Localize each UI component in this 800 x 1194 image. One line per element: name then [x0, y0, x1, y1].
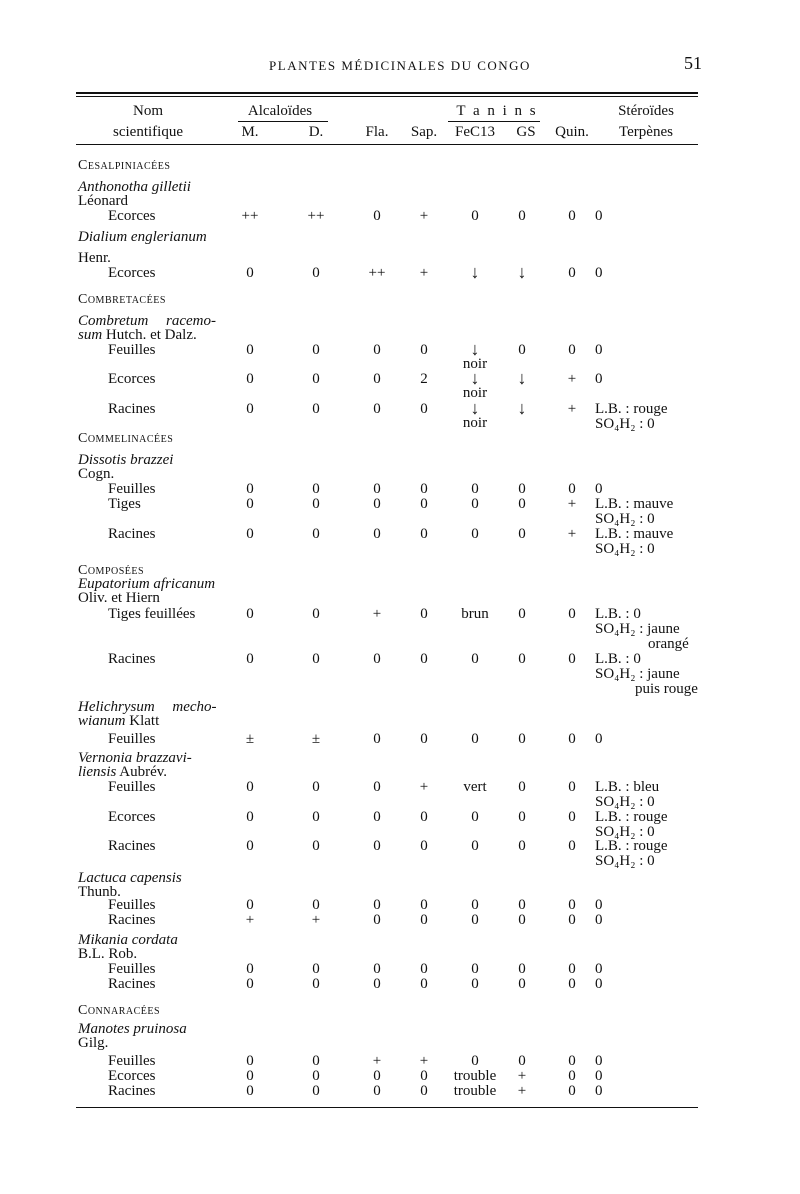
cell-fec: ↓	[470, 398, 480, 418]
cell-quin: 0	[568, 1053, 576, 1069]
cell-d: 0	[312, 1068, 320, 1084]
cell-sap: 0	[420, 496, 428, 512]
cell-fla: 0	[373, 371, 381, 387]
cell-quin: 0	[568, 481, 576, 497]
species-author: Gilg.	[78, 1035, 109, 1051]
cell-d: ++	[307, 208, 325, 224]
family-commelinacees: Commelinacées	[78, 431, 174, 446]
organ-label: Ecorces	[108, 371, 156, 387]
table-bottom-rule	[76, 1107, 698, 1108]
species-name: Dialium englerianum	[78, 229, 207, 245]
species-name: Eupatorium africanum	[78, 576, 216, 592]
cell-sap: 2	[420, 371, 428, 387]
cell-m: 0	[246, 1053, 254, 1069]
cell-fla: 0	[373, 779, 381, 795]
cell-fec: trouble	[453, 1068, 497, 1084]
cell-quin: 0	[568, 1068, 576, 1084]
cell-steroides-line2: SO₄H₂ : 0	[595, 824, 655, 840]
cell-d: 0	[312, 401, 320, 417]
cell-d: 0	[312, 651, 320, 667]
cell-gs: ↓	[517, 262, 527, 282]
cell-d: ±	[311, 731, 321, 747]
cell-gs: 0	[518, 809, 526, 825]
cell-fec-note: noir	[462, 415, 488, 431]
cell-fla: 0	[373, 496, 381, 512]
family-composees: Composées	[78, 563, 145, 578]
cell-steroides: 0	[595, 208, 603, 224]
cell-fec: 0	[471, 809, 479, 825]
cell-steroides: 0	[595, 1053, 603, 1069]
cell-gs: 0	[518, 208, 526, 224]
cell-fec: 0	[471, 731, 479, 747]
cell-steroides-line3: puis rouge	[635, 681, 698, 697]
cell-m: 0	[246, 1083, 254, 1099]
cell-steroides: L.B. : mauve	[595, 496, 674, 512]
cell-steroides: 0	[595, 976, 603, 992]
cell-d: 0	[312, 961, 320, 977]
cell-quin: 0	[568, 976, 576, 992]
cell-d: 0	[312, 606, 320, 622]
species-name: Helichrysum mecho-	[78, 699, 217, 715]
organ-label: Tiges feuillées	[108, 606, 196, 622]
cell-d: 0	[312, 342, 320, 358]
cell-steroides: 0	[595, 265, 603, 281]
cell-m: 0	[246, 961, 254, 977]
col-tanins: T a n i n s	[456, 103, 538, 119]
cell-fec: 0	[471, 838, 479, 854]
cell-gs: 0	[518, 912, 526, 928]
cell-m: 0	[246, 342, 254, 358]
family-cesalpiniacees: Cesalpiniacées	[78, 158, 171, 173]
cell-fla: 0	[373, 481, 381, 497]
col-m: M.	[241, 124, 259, 140]
organ-label: Ecorces	[108, 208, 156, 224]
species-name: Mikania cordata	[78, 932, 178, 948]
cell-sap: 0	[420, 731, 428, 747]
cell-m: ++	[241, 208, 259, 224]
cell-fec: 0	[471, 961, 479, 977]
cell-m: 0	[246, 265, 254, 281]
cell-m: 0	[246, 526, 254, 542]
cell-fla: 0	[373, 526, 381, 542]
species-author: sum Hutch. et Dalz.	[78, 327, 197, 343]
cell-m: 0	[246, 838, 254, 854]
cell-m: +	[245, 912, 255, 928]
cell-fec: 0	[471, 976, 479, 992]
organ-label: Feuilles	[108, 342, 156, 358]
cell-sap: +	[419, 779, 429, 795]
cell-steroides: L.B. : rouge	[595, 838, 668, 854]
cell-fec: 0	[471, 1053, 479, 1069]
cell-sap: 0	[420, 809, 428, 825]
organ-label: Feuilles	[108, 481, 156, 497]
cell-fla: 0	[373, 1068, 381, 1084]
family-combretacees: Combretacées	[78, 292, 166, 307]
cell-steroides-line2: SO₄H₂ : 0	[595, 541, 655, 557]
cell-sap: 0	[420, 526, 428, 542]
col-quin: Quin.	[555, 124, 589, 140]
organ-label: Racines	[108, 401, 156, 417]
cell-gs: +	[517, 1068, 527, 1084]
organ-label: Feuilles	[108, 731, 156, 747]
cell-quin: 0	[568, 342, 576, 358]
alcaloides-rule	[238, 121, 328, 122]
cell-m: 0	[246, 651, 254, 667]
cell-gs: 0	[518, 1053, 526, 1069]
cell-sap: 0	[420, 976, 428, 992]
cell-d: 0	[312, 779, 320, 795]
cell-steroides-line2: SO₄H₂ : jaune	[595, 666, 680, 682]
species-author: Oliv. et Hiern	[78, 590, 160, 606]
cell-d: 0	[312, 265, 320, 281]
cell-quin: +	[567, 496, 577, 512]
cell-sap: 0	[420, 651, 428, 667]
cell-gs: 0	[518, 779, 526, 795]
cell-fec: vert	[463, 779, 487, 795]
family-connaracees: Connaracées	[78, 1003, 161, 1018]
organ-label: Racines	[108, 838, 156, 854]
cell-fla: 0	[373, 897, 381, 913]
cell-steroides: L.B. : bleu	[595, 779, 660, 795]
species-name: Combretum racemo-	[78, 313, 217, 329]
cell-quin: +	[567, 401, 577, 417]
species-author: Léonard	[78, 193, 128, 209]
cell-d: 0	[312, 496, 320, 512]
cell-gs: 0	[518, 731, 526, 747]
cell-steroides: 0	[595, 912, 603, 928]
col-fec13: FeC13	[454, 124, 496, 140]
species-name: Lactuca capensis	[78, 870, 182, 886]
cell-d: 0	[312, 976, 320, 992]
cell-steroides: 0	[595, 897, 603, 913]
organ-label: Feuilles	[108, 961, 156, 977]
cell-sap: +	[419, 208, 429, 224]
page-number: 51	[684, 53, 702, 73]
cell-fec: 0	[471, 651, 479, 667]
cell-sap: 0	[420, 897, 428, 913]
cell-quin: 0	[568, 731, 576, 747]
header-bottom-rule	[76, 144, 698, 145]
cell-quin: 0	[568, 897, 576, 913]
cell-sap: 0	[420, 342, 428, 358]
cell-gs: 0	[518, 342, 526, 358]
cell-quin: 0	[568, 809, 576, 825]
table-top-rule	[76, 92, 698, 94]
organ-label: Ecorces	[108, 1068, 156, 1084]
cell-steroides: 0	[595, 1083, 603, 1099]
cell-fla: 0	[373, 401, 381, 417]
cell-gs: ↓	[517, 368, 527, 388]
col-gs: GS	[516, 124, 536, 140]
cell-gs: 0	[518, 526, 526, 542]
cell-fla: 0	[373, 1083, 381, 1099]
cell-steroides-line3: orangé	[648, 636, 689, 652]
cell-m: 0	[246, 481, 254, 497]
cell-d: 0	[312, 1053, 320, 1069]
organ-label: Ecorces	[108, 265, 156, 281]
cell-quin: 0	[568, 265, 576, 281]
organ-label: Tiges	[108, 496, 141, 512]
cell-m: 0	[246, 897, 254, 913]
cell-sap: 0	[420, 912, 428, 928]
col-fla: Fla.	[365, 124, 389, 140]
cell-fla: ++	[368, 265, 386, 281]
cell-quin: 0	[568, 838, 576, 854]
cell-sap: +	[419, 265, 429, 281]
cell-quin: 0	[568, 779, 576, 795]
organ-label: Racines	[108, 526, 156, 542]
running-title: PLANTES MÉDICINALES DU CONGO	[269, 58, 531, 73]
cell-steroides: 0	[595, 961, 603, 977]
organ-label: Racines	[108, 912, 156, 928]
cell-sap: 0	[420, 838, 428, 854]
tanins-rule	[448, 121, 540, 122]
cell-steroides: L.B. : rouge	[595, 809, 668, 825]
cell-m: 0	[246, 976, 254, 992]
cell-d: 0	[312, 526, 320, 542]
cell-gs: 0	[518, 897, 526, 913]
cell-m: 0	[246, 496, 254, 512]
cell-d: 0	[312, 838, 320, 854]
cell-steroides: L.B. : 0	[595, 651, 641, 667]
cell-gs: 0	[518, 976, 526, 992]
cell-d: 0	[312, 481, 320, 497]
cell-sap: 0	[420, 481, 428, 497]
cell-fec: ↓	[470, 339, 480, 359]
cell-fla: 0	[373, 809, 381, 825]
cell-steroides: L.B. : 0	[595, 606, 641, 622]
cell-gs: 0	[518, 838, 526, 854]
cell-d: 0	[312, 809, 320, 825]
cell-m: 0	[246, 779, 254, 795]
cell-gs: +	[517, 1083, 527, 1099]
cell-m: 0	[246, 371, 254, 387]
cell-d: 0	[312, 371, 320, 387]
cell-sap: +	[419, 1053, 429, 1069]
cell-steroides: L.B. : rouge	[595, 401, 668, 417]
cell-quin: +	[567, 371, 577, 387]
cell-steroides-line2: SO₄H₂ : 0	[595, 794, 655, 810]
species-name: Dissotis brazzei	[78, 452, 174, 468]
cell-steroides: 0	[595, 342, 603, 358]
cell-gs: 0	[518, 481, 526, 497]
cell-fec: ↓	[470, 368, 480, 388]
cell-steroides-line2: SO₄H₂ : 0	[595, 511, 655, 527]
cell-quin: 0	[568, 1083, 576, 1099]
cell-quin: 0	[568, 606, 576, 622]
cell-m: 0	[246, 1068, 254, 1084]
cell-quin: 0	[568, 961, 576, 977]
organ-label: Racines	[108, 651, 156, 667]
organ-label: Feuilles	[108, 779, 156, 795]
cell-fec: 0	[471, 526, 479, 542]
cell-m: 0	[246, 809, 254, 825]
cell-sap: 0	[420, 606, 428, 622]
species-name: Anthonotha gilletii	[78, 179, 191, 195]
cell-gs: 0	[518, 961, 526, 977]
cell-d: +	[311, 912, 321, 928]
cell-fla: 0	[373, 912, 381, 928]
cell-quin: 0	[568, 912, 576, 928]
col-sap: Sap.	[410, 124, 438, 140]
cell-steroides: 0	[595, 371, 603, 387]
cell-fec: ↓	[470, 262, 480, 282]
cell-m: 0	[246, 606, 254, 622]
cell-fec: 0	[471, 897, 479, 913]
cell-steroides: 0	[595, 1068, 603, 1084]
col-terpenes: Terpènes	[619, 124, 673, 140]
organ-label: Feuilles	[108, 1053, 156, 1069]
species-author: liensis Aubrév.	[78, 764, 168, 780]
cell-gs: 0	[518, 496, 526, 512]
cell-fla: 0	[373, 961, 381, 977]
cell-fec: trouble	[453, 1083, 497, 1099]
cell-quin: +	[567, 526, 577, 542]
organ-label: Racines	[108, 976, 156, 992]
cell-gs: ↓	[517, 398, 527, 418]
cell-fla: +	[372, 1053, 382, 1069]
cell-fla: 0	[373, 342, 381, 358]
cell-steroides: L.B. : mauve	[595, 526, 674, 542]
cell-d: 0	[312, 1083, 320, 1099]
cell-sap: 0	[420, 1083, 428, 1099]
cell-fla: 0	[373, 208, 381, 224]
cell-sap: 0	[420, 961, 428, 977]
cell-steroides-line2: SO₄H₂ : 0	[595, 853, 655, 869]
col-alcaloides: Alcaloïdes	[247, 103, 313, 119]
organ-label: Feuilles	[108, 897, 156, 913]
cell-d: 0	[312, 897, 320, 913]
cell-gs: 0	[518, 651, 526, 667]
cell-fla: 0	[373, 976, 381, 992]
cell-fla: 0	[373, 731, 381, 747]
cell-fec: 0	[471, 481, 479, 497]
col-scientifique: scientifique	[113, 124, 183, 140]
species-author: B.L. Rob.	[78, 946, 138, 962]
cell-steroides: 0	[595, 731, 603, 747]
cell-fla: +	[372, 606, 382, 622]
cell-m: 0	[246, 401, 254, 417]
organ-label: Ecorces	[108, 809, 156, 825]
cell-m: ±	[245, 731, 255, 747]
col-d: D.	[308, 124, 324, 140]
species-author: Thunb.	[78, 884, 121, 900]
cell-fec: 0	[471, 208, 479, 224]
cell-quin: 0	[568, 208, 576, 224]
cell-steroides-line2: SO₄H₂ : 0	[595, 416, 655, 432]
cell-steroides-line2: SO₄H₂ : jaune	[595, 621, 680, 637]
species-name: Vernonia brazzavi-	[78, 750, 192, 766]
species-author: Cogn.	[78, 466, 115, 482]
species-author: Henr.	[78, 250, 111, 266]
species-name: Manotes pruinosa	[78, 1021, 187, 1037]
cell-sap: 0	[420, 401, 428, 417]
cell-fec: 0	[471, 912, 479, 928]
cell-fec-note: noir	[462, 385, 488, 401]
cell-quin: 0	[568, 651, 576, 667]
cell-fec: 0	[471, 496, 479, 512]
col-nom: Nom	[133, 103, 163, 119]
col-steroides: Stéroïdes	[618, 103, 674, 119]
cell-gs: 0	[518, 606, 526, 622]
cell-fec: brun	[461, 606, 489, 622]
cell-fla: 0	[373, 651, 381, 667]
cell-fec-note: noir	[462, 356, 488, 372]
species-author: wianum Klatt	[78, 713, 160, 729]
table-top-rule-thin	[76, 96, 698, 97]
cell-fla: 0	[373, 838, 381, 854]
cell-sap: 0	[420, 1068, 428, 1084]
organ-label: Racines	[108, 1083, 156, 1099]
cell-steroides: 0	[595, 481, 603, 497]
